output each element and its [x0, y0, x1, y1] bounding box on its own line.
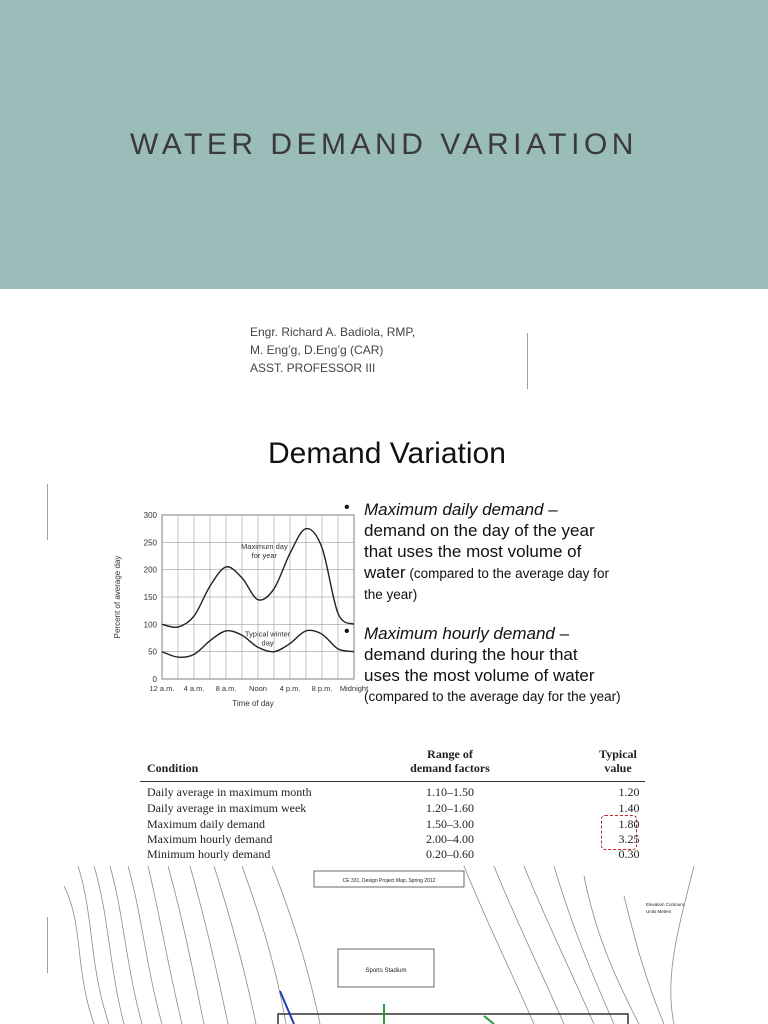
y-tick-label: 0 — [152, 675, 157, 684]
x-tick-label: 8 a.m. — [215, 684, 237, 693]
map-legend-line2: Units Meters — [646, 909, 672, 914]
slide-title: Demand Variation — [268, 437, 506, 470]
y-tick-label: 100 — [143, 620, 157, 630]
divider-line — [47, 917, 48, 973]
bullet-dot: • — [344, 499, 350, 516]
map-pipe — [280, 991, 294, 1024]
demand-chart — [110, 505, 369, 713]
table-row: Maximum hourly demand 2.00–4.00 3.25 — [147, 832, 640, 846]
table-row: Daily average in maximum month 1.10–1.50 1.20 — [147, 785, 640, 799]
y-tick-label: 50 — [148, 647, 157, 657]
chart-grid — [162, 515, 354, 679]
header-condition: Condition — [147, 761, 199, 775]
x-tick-label: 4 p.m. — [279, 684, 301, 693]
highlight-box — [601, 815, 637, 850]
series-label: for year — [251, 550, 278, 560]
road-outline — [278, 1014, 628, 1024]
x-axis-label: Time of day — [232, 699, 274, 708]
series-label: Typical winter — [244, 629, 291, 639]
x-tick-label: 12 a.m. — [149, 684, 175, 693]
table-rule — [140, 781, 645, 782]
bullet-dot: • — [344, 623, 350, 640]
bullet-term: Maximum daily demand — [364, 500, 544, 519]
author-position: ASST. PROFESSOR III — [250, 361, 376, 375]
table-row: Daily average in maximum week 1.20–1.60 1.40 — [147, 801, 640, 815]
map-caption: CE 331, Design Project Map, Spring 2012 — [342, 878, 436, 884]
map-pipe — [484, 1016, 494, 1024]
bullet-list — [340, 499, 680, 721]
header-typical: Typical value — [599, 747, 637, 775]
author-block — [250, 323, 415, 377]
stadium-label: Sports Stadium — [365, 968, 407, 974]
table-row: Minimum hourly demand 0.20–0.60 0.30 — [147, 847, 640, 861]
page-title: WATER DEMAND VARIATION — [130, 128, 638, 161]
y-tick-label: 150 — [143, 593, 157, 602]
x-tick-label: Noon — [249, 684, 267, 693]
header-range: Range of demand factors — [410, 747, 490, 775]
y-tick-label: 300 — [143, 511, 157, 520]
bullet-term: Maximum hourly demand — [364, 624, 555, 643]
y-tick-label: 200 — [143, 565, 157, 575]
title-header — [0, 0, 768, 289]
author-degrees: M. Eng’g, D.Eng’g (CAR) — [250, 343, 384, 357]
divider-line — [527, 333, 528, 389]
y-axis-label: Percent of average day — [113, 555, 122, 639]
map-legend-line1: Elevation Contours, — [646, 902, 686, 907]
contour-map — [64, 866, 714, 1024]
x-tick-label: 8 p.m. — [311, 684, 333, 693]
divider-line — [47, 484, 48, 540]
map-drawing — [64, 866, 714, 1024]
x-tick-label: Midnight — [339, 684, 369, 693]
author-name: Engr. Richard A. Badiola, RMP, — [250, 325, 416, 339]
demand-factors-table — [110, 737, 650, 865]
demand-variation-slide — [110, 425, 686, 717]
y-tick-label: 250 — [143, 538, 157, 548]
bullet-max-hourly: • Maximum hourly demand – demand during the hour that uses the most volume of water (compared to the average day for the year) — [344, 623, 621, 704]
x-tick-label: 4 a.m. — [183, 684, 205, 693]
series-label: Maximum day — [241, 541, 288, 551]
table-row: Maximum daily demand 1.50–3.00 1.80 — [147, 817, 640, 831]
series-label: day — [261, 638, 274, 648]
bullet-max-daily: • Maximum daily demand – demand on the day of the year that uses the most volume of water (compared to the average day for the year) — [344, 499, 609, 602]
